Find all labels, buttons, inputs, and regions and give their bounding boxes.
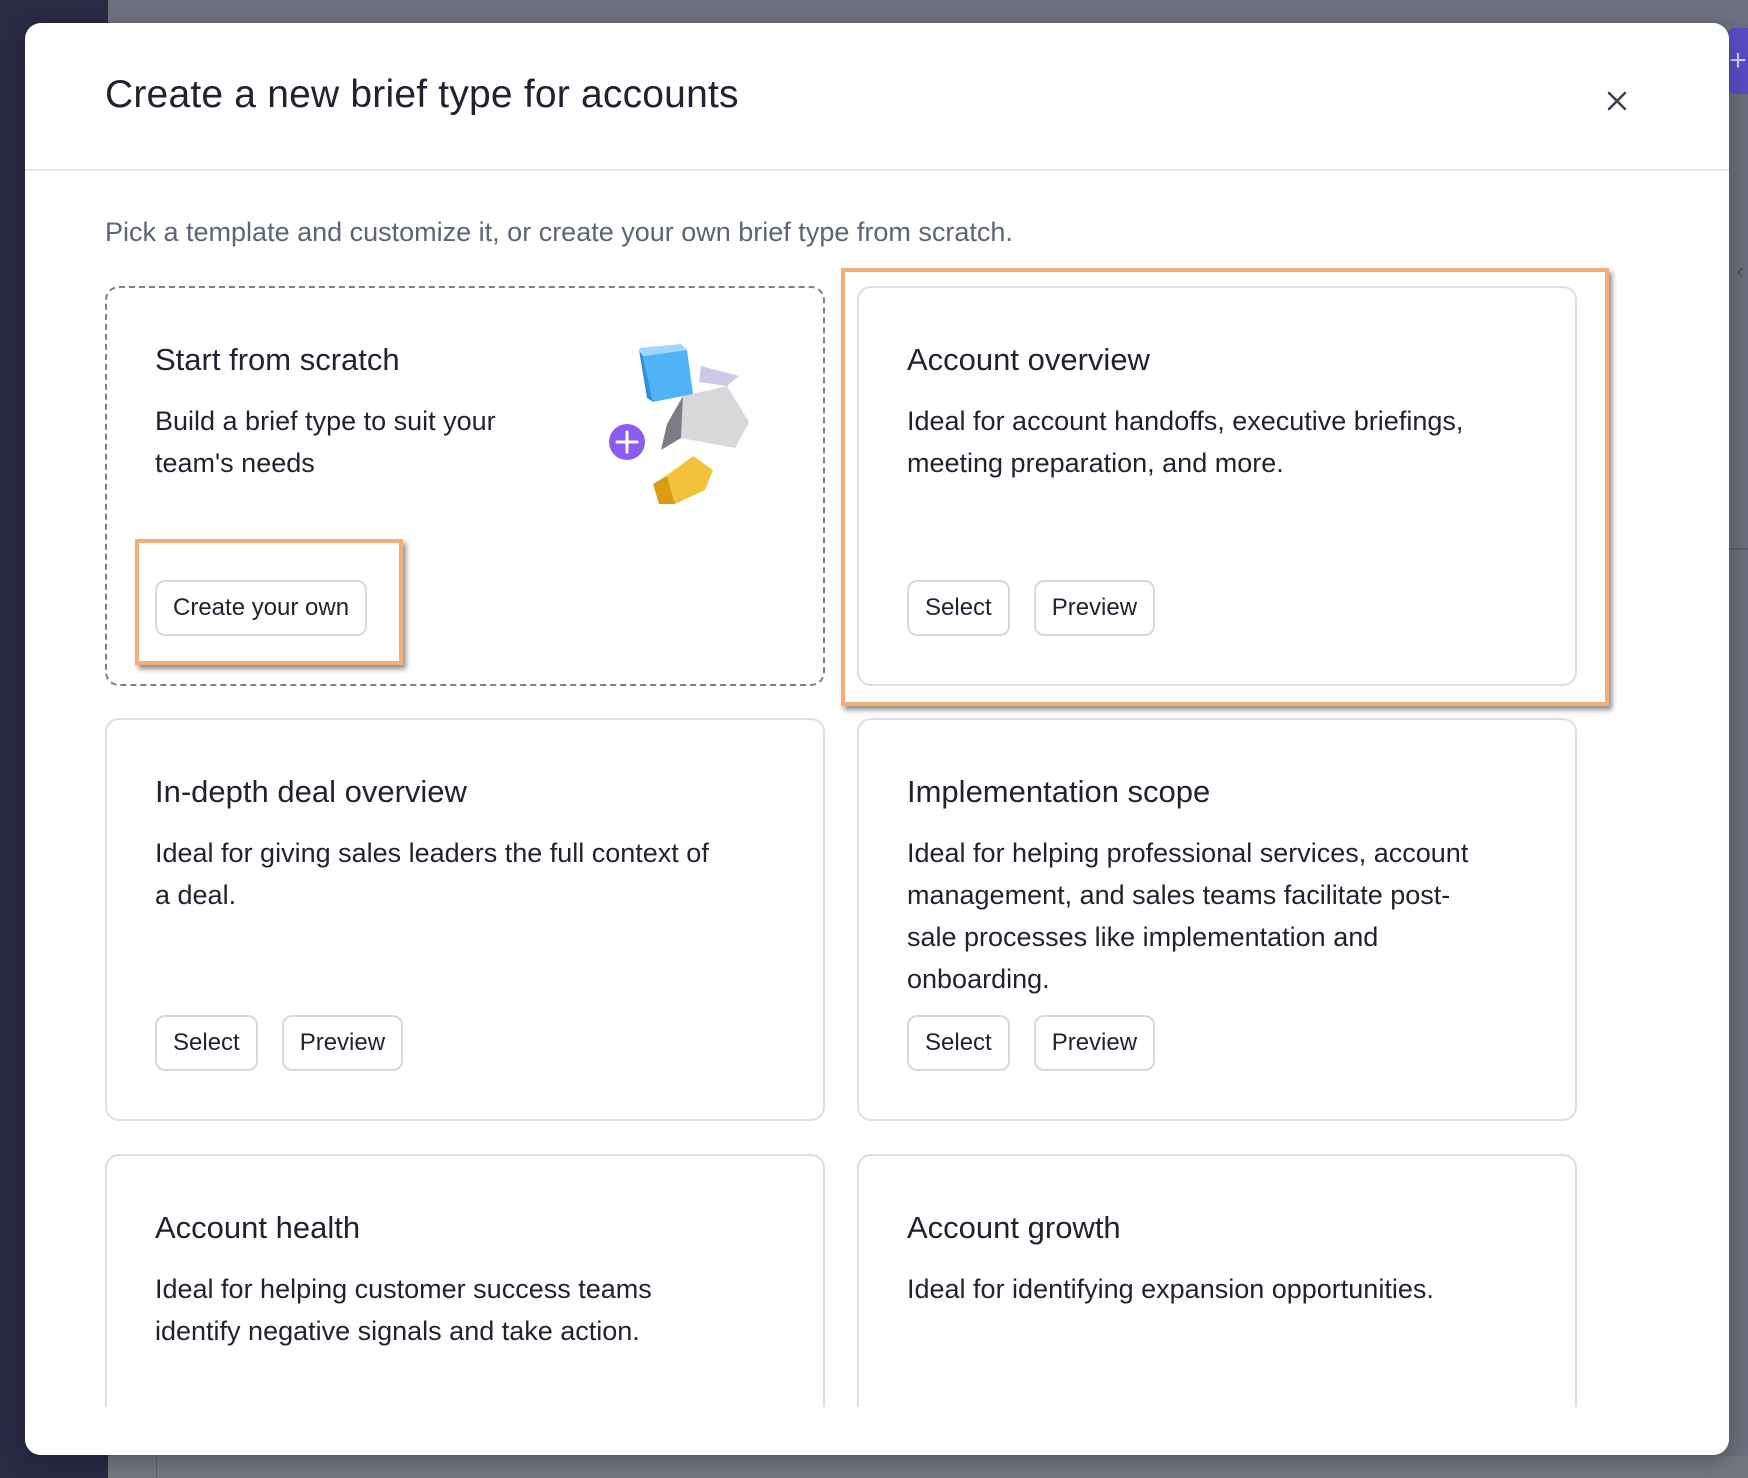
create-your-own-button[interactable]: Create your own xyxy=(155,580,367,636)
backdrop-divider xyxy=(1728,548,1748,550)
card-in-depth-deal-overview xyxy=(105,718,825,1121)
app-content-backdrop xyxy=(108,1456,1748,1478)
modal-subtitle: Pick a template and customize it, or create your own brief type from scratch. xyxy=(105,217,1013,247)
card-description-line: meeting preparation, and more. xyxy=(907,448,1284,478)
card-description-line: identify negative signals and take action. xyxy=(155,1316,640,1346)
select-button[interactable]: Select xyxy=(907,1015,1010,1071)
cubes-illustration-icon xyxy=(609,338,759,508)
card-description-line: management, and sales teams facilitate post- xyxy=(907,880,1451,910)
modal-title: Create a new brief type for accounts xyxy=(105,73,739,116)
card-description-line: Build a brief type to suit your xyxy=(155,406,496,436)
card-description-line: Ideal for helping professional services, account xyxy=(907,838,1469,868)
card-description-line: Ideal for helping customer success teams xyxy=(155,1274,652,1304)
card-description-line: team's needs xyxy=(155,448,315,478)
card-description xyxy=(155,400,496,484)
highlight-create-your-own xyxy=(135,539,403,665)
card-description xyxy=(155,1268,652,1352)
card-title: Account growth xyxy=(907,1210,1121,1245)
app-header-backdrop xyxy=(108,0,1748,22)
close-icon xyxy=(1601,85,1633,117)
card-description-line: Ideal for identifying expansion opportunities. xyxy=(907,1274,1434,1304)
card-description-line: sale processes like implementation and xyxy=(907,922,1379,952)
card-title: Account overview xyxy=(907,342,1150,377)
card-description xyxy=(907,1268,1434,1310)
card-description xyxy=(907,832,1468,1000)
backdrop-add-button: + xyxy=(1728,28,1748,94)
card-title: Account health xyxy=(155,1210,361,1245)
preview-button[interactable]: Preview xyxy=(1034,1015,1155,1071)
card-description-line: a deal. xyxy=(155,880,237,910)
modal-footer-padding xyxy=(25,1407,1729,1455)
select-button[interactable]: Select xyxy=(907,580,1010,636)
card-description-line: onboarding. xyxy=(907,964,1050,994)
preview-button[interactable]: Preview xyxy=(1034,580,1155,636)
create-brief-type-modal xyxy=(25,23,1729,1455)
highlight-account-overview xyxy=(841,268,1609,706)
select-button[interactable]: Select xyxy=(155,1015,258,1071)
card-title: Start from scratch xyxy=(155,342,400,377)
card-description xyxy=(155,832,709,916)
card-description-line: Ideal for giving sales leaders the full context of xyxy=(155,838,709,868)
card-implementation-scope xyxy=(857,718,1577,1121)
modal-header xyxy=(25,23,1729,171)
card-title: Implementation scope xyxy=(907,774,1211,809)
preview-button[interactable]: Preview xyxy=(282,1015,403,1071)
close-button[interactable] xyxy=(1601,85,1633,117)
backdrop-chevron-icon: ‹ xyxy=(1736,258,1744,283)
card-title: In-depth deal overview xyxy=(155,774,467,809)
card-description-line: Ideal for account handoffs, executive briefings, xyxy=(907,406,1464,436)
